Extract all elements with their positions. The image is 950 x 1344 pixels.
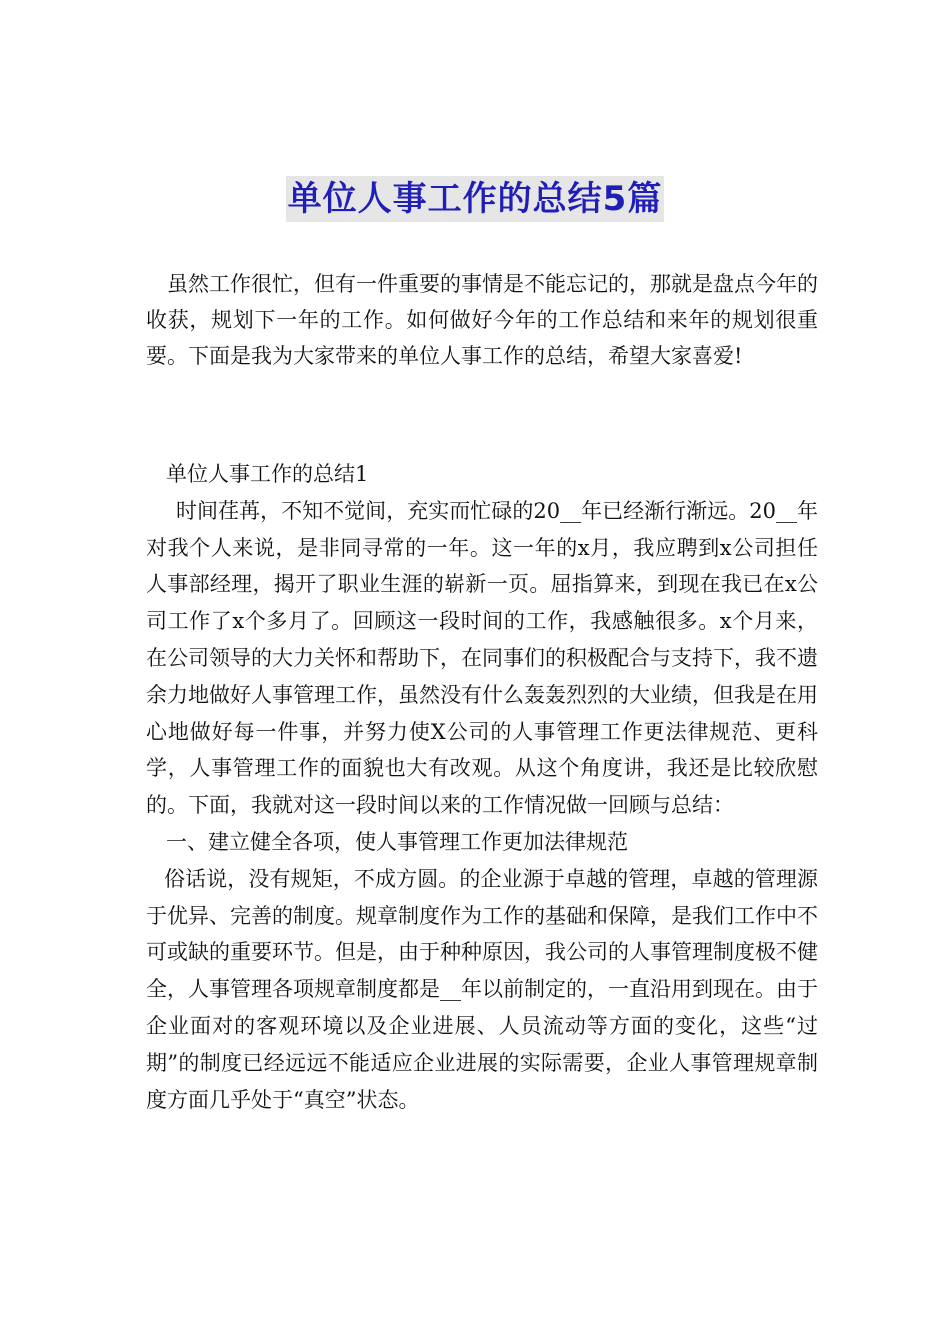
document-title: 单位人事工作的总结5篇 [286,176,665,222]
subheading: 一、建立健全各项，使人事管理工作更加法律规范 [166,829,628,854]
main-content [146,456,818,1118]
title-container [0,176,950,222]
body-paragraph: 俗话说，没有规矩，不成方圆。的企业源于卓越的管理，卓越的管理源于优异、完善的制度。规章制度作为工作的基础和保障，是我们工作中不可或缺的重要环节。但是，由于种种原因，我公司的人事管理制度极不健全，人事管理各项规章制度都是__年以前制定的，一直沿用到现在。由于企业面对的客观环境以及企业进展、人员流动等方面的变化，这些“过期”的制度已经远远不能适应企业进展的实际需要，企业人事管理规章制度方面几乎处于“真空”状态。 [146,866,818,1112]
intro-paragraph: 虽然工作很忙，但有一件重要的事情是不能忘记的，那就是盘点今年的收获，规划下一年的工作。如何做好今年的工作总结和来年的规划很重要。下面是我为大家带来的单位人事工作的总结，希望大家喜爱! [146,272,818,368]
section-heading: 单位人事工作的总结1 [166,462,369,486]
body-paragraph: 时间荏苒，不知不觉间，充实而忙碌的20__年已经渐行渐远。20__年对我个人来说，是非同寻常的一年。这一年的x月，我应聘到x公司担任人事部经理，揭开了职业生涯的崭新一页。屈指算来，到现在我已在x公司工作了x个多月了。回顾这一段时间的工作，我感触很多。x个月来，在公司领导的大力关怀和帮助下，在同事们的积极配合与支持下，我不遗余力地做好人事管理工作，虽然没有什么轰轰烈烈的大业绩，但我是在用心地做好每一件事，并努力使X公司的人事管理工作更法律规范、更科学，人事管理工作的面貌也大有改观。从这个角度讲，我还是比较欣慰的。下面，我就对这一段时间以来的工作情况做一回顾与总结： [146,498,818,818]
intro-block [146,266,818,374]
